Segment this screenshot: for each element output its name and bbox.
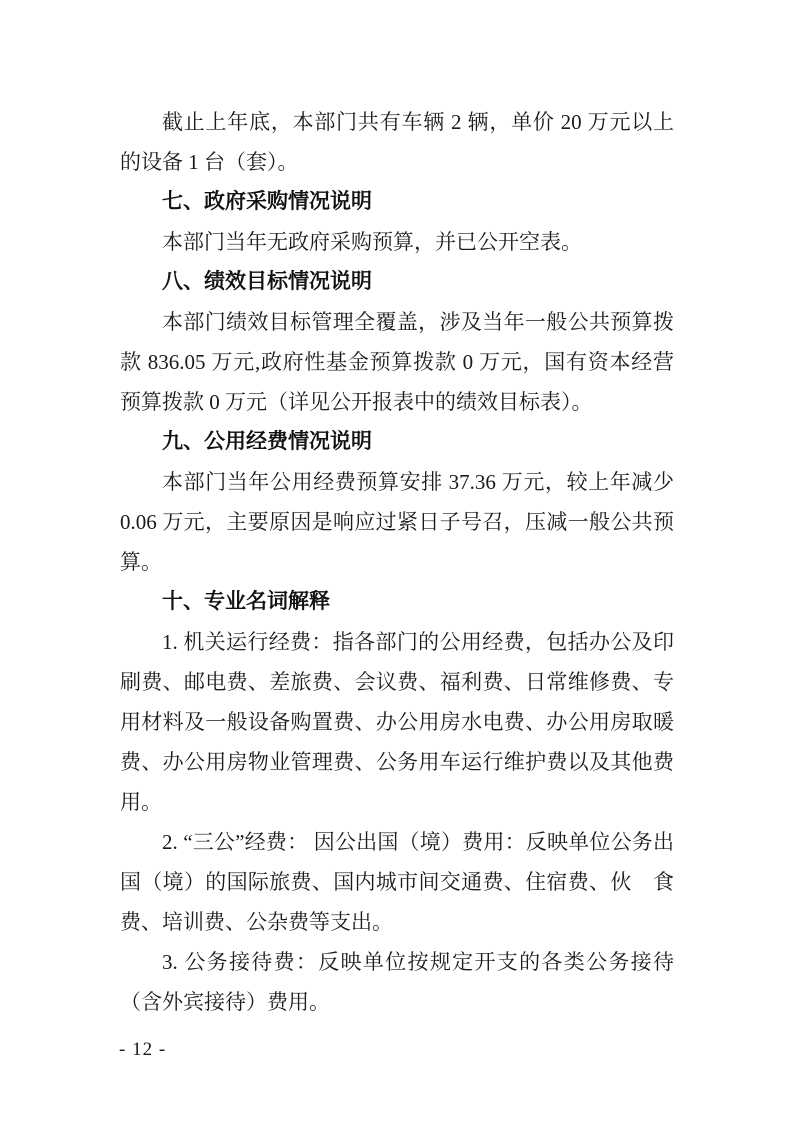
document-content: [120, 102, 674, 1022]
paragraph-glossary-three-public: 2. “三公”经费： 因公出国（境）费用：反映单位公务出国（境）的国际旅费、国内城市间交通费、住宿费、伙 食费、培训费、公杂费等支出。: [120, 830, 674, 934]
paragraph-glossary-reception: 3. 公务接待费：反映单位按规定开支的各类公务接待（含外宾接待）费用。: [120, 950, 674, 1014]
heading-public-funds: 九、公用经费情况说明: [162, 430, 372, 453]
page-number: - 12 -: [119, 1039, 167, 1060]
paragraph-procurement-statement: 本部门当年无政府采购预算，并已公开空表。: [162, 230, 582, 254]
paragraph-public-funds: 本部门当年公用经费预算安排 37.36 万元，较上年减少 0.06 万元，主要原因是响应过紧日子号召，压减一般公共预算。: [120, 470, 674, 574]
paragraph-glossary-operating-funds: 1. 机关运行经费：指各部门的公用经费，包括办公及印刷费、邮电费、差旅费、会议费、福利费、日常维修费、专用材料及一般设备购置费、办公用房水电费、办公用房取暖费、办公用房物业管理费、公务用车运行维护费以及其他费用。: [120, 630, 674, 814]
heading-glossary: 十、专业名词解释: [162, 590, 330, 613]
paragraph-performance-targets: 本部门绩效目标管理全覆盖，涉及当年一般公共预算拨款 836.05 万元,政府性基金预算拨款 0 万元，国有资本经营预算拨款 0 万元（详见公开报表中的绩效目标表）。: [120, 310, 674, 414]
heading-performance-targets: 八、绩效目标情况说明: [162, 270, 372, 293]
paragraph-fleet-equipment: 截止上年底，本部门共有车辆 2 辆，单价 20 万元以上的设备 1 台（套）。: [120, 110, 674, 174]
heading-government-procurement: 七、政府采购情况说明: [162, 190, 372, 213]
